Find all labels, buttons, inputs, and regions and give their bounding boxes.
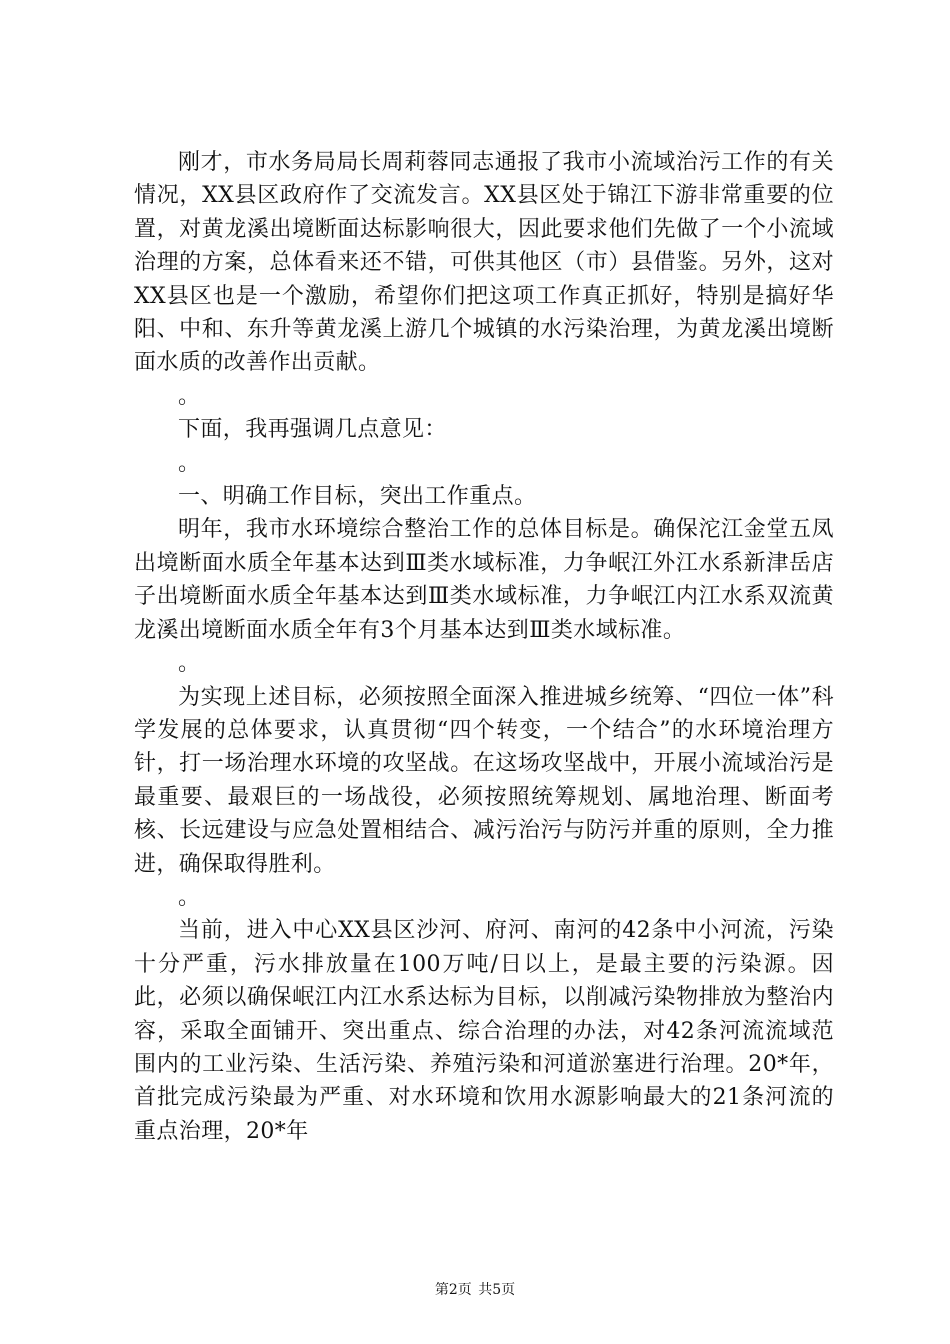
paragraph-current-situation: 当前，进入中心XX县区沙河、府河、南河的42条中小河流，污染十分严重，污水排放量在100万吨/日以上，是最主要的污染源。因此，必须以确保岷江内江水系达标为目标，以削减污染物排放为整治内容，采取全面铺开、突出重点、综合治理的办法，对42条河流流域范围内的工业污染、生活污染、养殖污染和河道淤塞进行治理。20*年，首批完成污染最为严重、对水环境和饮用水源影响最大的21条河流的重点治理，20*年 [134,918,834,1144]
paragraph-separator: 。 [178,450,201,476]
paragraph-intro: 刚才，市水务局局长周莉蓉同志通报了我市小流域治污工作的有关情况，XX县区政府作了交流发言。XX县区处于锦江下游非常重要的位置，对黄龙溪出境断面达标影响很大，因此要求他们先做了一个小流域治理的方案，总体看来还不错，可供其他区（市）县借鉴。另外，这对XX县区也是一个激励，希望你们把这项工作真正抓好，特别是搞好华阳、中和、东升等黄龙溪上游几个城镇的水污染治理，为黄龙溪出境断面水质的改善作出贡献。 [134,150,834,376]
page-number: 第2页 [434,1282,472,1298]
paragraph-separator: 。 [178,884,201,910]
paragraph-separator: 。 [178,383,201,409]
paragraph-requirements: 为实现上述目标，必须按照全面深入推进城乡统筹、“四位一体”科学发展的总体要求，认真贯彻“四个转变，一个结合”的水环境治理方针，打一场治理水环境的攻坚战。在这场攻坚战中，开展小流域治污是最重要、最艰巨的一场战役，必须按照统筹规划、属地治理、断面考核、长远建设与应急处置相结合、减污治污与防污并重的原则，全力推进，确保取得胜利。 [134,684,834,877]
page-footer [0,1280,950,1300]
paragraph-lead-in: 下面，我再强调几点意见： [178,417,447,443]
section-heading: 一、明确工作目标，突出工作重点。 [178,484,537,510]
paragraph-goals: 明年，我市水环境综合整治工作的总体目标是。确保沱江金堂五凤出境断面水质全年基本达到Ⅲ类水域标准，力争岷江外江水系新津岳店子出境断面水质全年基本达到Ⅲ类水域标准，力争岷江内江水系双流黄龙溪出境断面水质全年有3个月基本达到Ⅲ类水域标准。 [134,517,834,643]
document-body [134,146,834,1148]
paragraph-separator: 。 [178,651,201,677]
page-total: 共5页 [478,1282,516,1298]
